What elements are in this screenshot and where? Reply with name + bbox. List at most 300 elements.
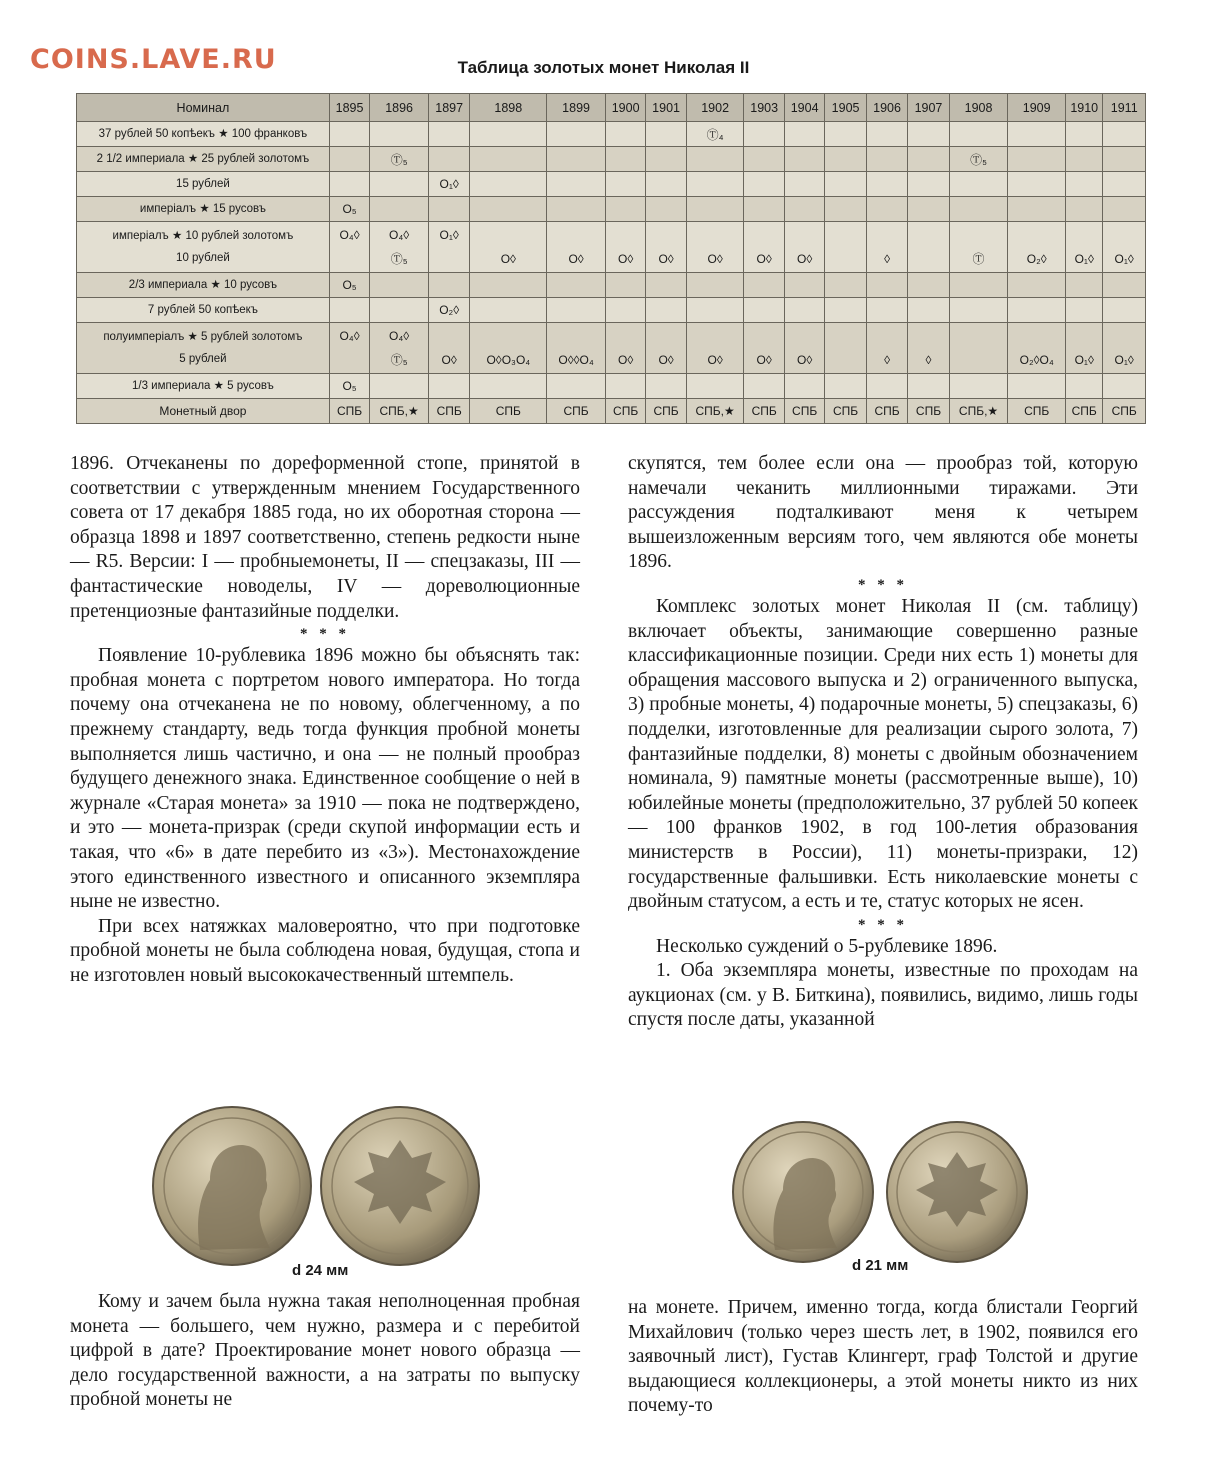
nominal-line: 15 рублей bbox=[176, 178, 230, 190]
coin-mark bbox=[869, 223, 905, 247]
mint-cell: СПБ bbox=[547, 399, 606, 424]
mint-cell: СПБ,★ bbox=[370, 399, 429, 424]
coin-marks-cell bbox=[547, 374, 606, 399]
coin-marks-cell bbox=[370, 298, 429, 323]
table-row bbox=[77, 172, 1146, 197]
coin-marks-cell bbox=[1008, 197, 1066, 222]
coin-marks-cell bbox=[784, 222, 824, 273]
coin-marks-cell bbox=[866, 172, 907, 197]
coin-mark: ◊ bbox=[884, 353, 890, 367]
coin-marks-cell: Ⓣ₅ bbox=[370, 147, 429, 172]
coin-mark bbox=[869, 324, 905, 348]
coin-mark: O₁◊ bbox=[1114, 252, 1134, 266]
coin-mark bbox=[1068, 324, 1100, 348]
coin-mark bbox=[689, 223, 742, 247]
coin-marks-cell bbox=[428, 222, 469, 273]
coin-mark: O◊ bbox=[707, 252, 723, 266]
coin-mark: O₁◊ bbox=[439, 228, 459, 242]
coin-marks-cell bbox=[825, 323, 866, 374]
coin-marks-cell: O₁◊ bbox=[428, 172, 469, 197]
coin-mark bbox=[910, 324, 946, 348]
coin-5-rubles-image bbox=[725, 1118, 1085, 1268]
coin-marks-cell bbox=[1008, 273, 1066, 298]
coin-marks-cell bbox=[547, 172, 606, 197]
mint-cell: СПБ bbox=[866, 399, 907, 424]
table-row bbox=[77, 323, 1146, 374]
coin-marks-cell bbox=[686, 222, 744, 273]
coin-mark: O◊ bbox=[797, 353, 813, 367]
coin-marks-cell bbox=[470, 374, 547, 399]
left-paragraph-2: Появление 10-рублевика 1896 можно бы объяснять так: пробная монета с портретом нового императора. Но тогда почему она отчеканена не по новому, облегченному, а по прежнему стандарту, ведь тогда функция пробной монеты выполняется лишь частично, и она — не полный прообраз будущего денежного знака. Единственное сообщение о ней в журнале «Старая монета» за 1910 — пока не подтверждено, и это — монета-призрак (среди скупой информации есть и такая, что «6» в дате перебито из «3»). Местонахождение этого единственного известного и описанного экземпляра ныне не известно. bbox=[70, 645, 580, 913]
coin-mark: O₄◊ bbox=[339, 329, 360, 343]
coin-marks-cell bbox=[744, 122, 784, 147]
coin-marks-cell: Ⓣ₄ bbox=[686, 122, 744, 147]
coin-marks-cell bbox=[949, 374, 1008, 399]
coin-marks-cell bbox=[784, 298, 824, 323]
left-column bbox=[70, 452, 580, 988]
right-paragraph-1: скупятся, тем более если она — прообраз той, которую намечали чеканить миллионными тиражами. Эти рассуждения подталкивают меня к четырем вышеизложенным версиям того, чем являются обе монеты 1896. bbox=[628, 453, 1138, 573]
coin-10-rubles-image bbox=[150, 1100, 510, 1270]
coin-marks-cell bbox=[686, 374, 744, 399]
coin-mark bbox=[332, 247, 367, 271]
site-watermark: COINS.LAVE.RU bbox=[30, 44, 277, 75]
coin-marks-cell bbox=[825, 273, 866, 298]
table-row bbox=[77, 222, 1146, 273]
coin-marks-cell bbox=[547, 222, 606, 273]
header-year: 1904 bbox=[784, 94, 824, 122]
coin-mark: O◊ bbox=[756, 353, 772, 367]
coin-mark bbox=[1010, 223, 1063, 247]
coin-marks-cell bbox=[646, 197, 686, 222]
coin-marks-cell bbox=[866, 323, 907, 374]
table-header-row bbox=[77, 94, 1146, 122]
coin-marks-cell bbox=[547, 197, 606, 222]
coin-mark bbox=[952, 223, 1006, 247]
mint-cell: СПБ,★ bbox=[949, 399, 1008, 424]
coin-marks-cell bbox=[686, 323, 744, 374]
nominal-line: имперіалъ ★ 10 рублей золотомъ bbox=[112, 230, 294, 242]
mint-cell: СПБ bbox=[1008, 399, 1066, 424]
coin-mark bbox=[431, 247, 467, 271]
coin-marks-cell bbox=[866, 273, 907, 298]
coin-marks-cell bbox=[949, 298, 1008, 323]
coin-mark: O◊ bbox=[756, 252, 772, 266]
mint-label: Монетный двор bbox=[77, 399, 330, 424]
coin-10-rubles-caption: d 24 мм bbox=[292, 1262, 349, 1279]
coin-marks-cell bbox=[370, 172, 429, 197]
coin-mark: O₁◊ bbox=[1114, 353, 1134, 367]
coin-mark: O◊ bbox=[658, 353, 674, 367]
coin-marks-cell bbox=[744, 197, 784, 222]
coin-marks-cell bbox=[825, 374, 866, 399]
coin-marks-cell bbox=[784, 273, 824, 298]
table-row bbox=[77, 197, 1146, 222]
row-nominal bbox=[77, 323, 330, 374]
header-year: 1901 bbox=[646, 94, 686, 122]
coin-marks-cell bbox=[1008, 147, 1066, 172]
mint-cell: СПБ bbox=[825, 399, 866, 424]
coin-mark bbox=[910, 247, 946, 271]
coin-marks-cell bbox=[686, 172, 744, 197]
table-title: Таблица золотых монет Николая II bbox=[457, 58, 750, 77]
coin-marks-cell bbox=[605, 147, 645, 172]
coin-marks-cell bbox=[1066, 122, 1103, 147]
coin-marks-cell bbox=[547, 298, 606, 323]
coin-marks-cell bbox=[1008, 298, 1066, 323]
coin-mark: O◊ bbox=[568, 252, 584, 266]
coin-marks-cell bbox=[784, 147, 824, 172]
coin-marks-cell bbox=[646, 273, 686, 298]
coin-mark bbox=[431, 324, 467, 348]
coin-mark: O₄◊ bbox=[339, 228, 360, 242]
nominal-line: 2/3 империала ★ 10 русовъ bbox=[128, 279, 278, 291]
coin-marks-cell bbox=[1103, 374, 1146, 399]
coin-marks-cell bbox=[1008, 323, 1066, 374]
coin-mark: ◊ bbox=[884, 252, 890, 266]
header-year: 1910 bbox=[1066, 94, 1103, 122]
coin-marks-cell bbox=[329, 172, 369, 197]
header-year: 1907 bbox=[908, 94, 949, 122]
coin-marks-cell bbox=[784, 122, 824, 147]
coin-marks-cell bbox=[949, 323, 1008, 374]
nominal-line: 10 рублей bbox=[176, 252, 230, 264]
header-year: 1902 bbox=[686, 94, 744, 122]
right-column-bottom bbox=[628, 1296, 1138, 1419]
coin-marks-cell bbox=[825, 172, 866, 197]
coin-marks-cell bbox=[1103, 273, 1146, 298]
coin-mark bbox=[1105, 324, 1143, 348]
coin-mark bbox=[787, 223, 822, 247]
coin-marks-cell bbox=[866, 197, 907, 222]
header-year: 1898 bbox=[470, 94, 547, 122]
left-paragraph-3: При всех натяжках маловероятно, что при подготовке пробной монеты не была соблюдена новая, будущая, стопа и не изготовлен новый высококачественный штемпель. bbox=[70, 915, 580, 986]
section-divider: * * * bbox=[300, 626, 350, 643]
coin-marks-cell bbox=[949, 122, 1008, 147]
coin-marks-cell bbox=[1103, 298, 1146, 323]
coin-marks-cell bbox=[784, 323, 824, 374]
coin-marks-cell bbox=[908, 197, 949, 222]
coin-mark: O₁◊ bbox=[1074, 252, 1094, 266]
header-year: 1909 bbox=[1008, 94, 1066, 122]
coin-marks-cell: O₅ bbox=[329, 374, 369, 399]
coin-mark: O◊ bbox=[797, 252, 813, 266]
coin-10-rubles-figure bbox=[150, 1100, 510, 1280]
coin-mark bbox=[472, 223, 544, 247]
row-nominal bbox=[77, 273, 330, 298]
coin-mark bbox=[1105, 223, 1143, 247]
coin-mark bbox=[827, 223, 863, 247]
coin-mark bbox=[787, 324, 822, 348]
coin-mark bbox=[910, 223, 946, 247]
mint-cell: СПБ bbox=[646, 399, 686, 424]
coin-marks-cell bbox=[1103, 323, 1146, 374]
coin-marks-cell bbox=[428, 197, 469, 222]
coin-table bbox=[76, 93, 1146, 424]
header-year: 1903 bbox=[744, 94, 784, 122]
coin-marks-cell bbox=[744, 298, 784, 323]
coin-marks-cell bbox=[605, 323, 645, 374]
coin-mark bbox=[827, 324, 863, 348]
coin-marks-cell bbox=[605, 298, 645, 323]
coin-marks-cell bbox=[866, 298, 907, 323]
coin-mark bbox=[1068, 223, 1100, 247]
row-nominal bbox=[77, 172, 330, 197]
coin-mark bbox=[549, 223, 603, 247]
coin-marks-cell: O₂◊ bbox=[428, 298, 469, 323]
coin-marks-cell: O₅ bbox=[329, 197, 369, 222]
coin-marks-cell bbox=[825, 222, 866, 273]
mint-cell: СПБ bbox=[605, 399, 645, 424]
coin-5-rubles-caption: d 21 мм bbox=[852, 1257, 909, 1274]
coin-marks-cell bbox=[1066, 374, 1103, 399]
header-year: 1897 bbox=[428, 94, 469, 122]
coin-mark bbox=[472, 324, 544, 348]
coin-marks-cell bbox=[784, 172, 824, 197]
coin-marks-cell bbox=[646, 172, 686, 197]
coin-marks-cell bbox=[908, 374, 949, 399]
right-column bbox=[628, 452, 1138, 1033]
coin-marks-cell bbox=[470, 323, 547, 374]
coin-marks-cell bbox=[329, 323, 369, 374]
coin-mark: Ⓣ bbox=[972, 252, 985, 266]
left-column-bottom bbox=[70, 1290, 580, 1413]
mint-cell: СПБ bbox=[428, 399, 469, 424]
mint-cell: СПБ bbox=[470, 399, 547, 424]
coin-marks-cell bbox=[825, 298, 866, 323]
coin-marks-cell bbox=[1066, 147, 1103, 172]
coin-marks-cell bbox=[1103, 147, 1146, 172]
nominal-line: 1/3 империала ★ 5 русовъ bbox=[132, 380, 274, 392]
coin-marks-cell bbox=[370, 323, 429, 374]
coin-marks-cell bbox=[908, 222, 949, 273]
table-row bbox=[77, 374, 1146, 399]
coin-marks-cell bbox=[329, 147, 369, 172]
coin-marks-cell bbox=[744, 222, 784, 273]
coin-mark: O₂◊O₄ bbox=[1019, 353, 1054, 367]
header-year: 1895 bbox=[329, 94, 369, 122]
coin-marks-cell bbox=[784, 197, 824, 222]
row-nominal bbox=[77, 122, 330, 147]
coin-marks-cell bbox=[1103, 197, 1146, 222]
header-year: 1905 bbox=[825, 94, 866, 122]
coin-marks-cell bbox=[825, 147, 866, 172]
header-nominal: Номинал bbox=[77, 94, 330, 122]
coin-mark: ◊ bbox=[925, 353, 932, 367]
coin-marks-cell bbox=[908, 147, 949, 172]
coin-marks-cell bbox=[949, 172, 1008, 197]
coin-marks-cell bbox=[1066, 197, 1103, 222]
coin-marks-cell bbox=[470, 222, 547, 273]
coin-mark: Ⓣ₅ bbox=[390, 353, 408, 367]
header-year: 1899 bbox=[547, 94, 606, 122]
coin-marks-cell bbox=[1008, 222, 1066, 273]
table-row bbox=[77, 147, 1146, 172]
coin-mark: O◊ bbox=[618, 252, 634, 266]
left-paragraph-4: Кому и зачем была нужна такая неполноценная пробная монета — большего, чем нужно, размера и с перебитой цифрой в дате? Проектирование монет нового образца — дело государственной важности, а на затраты по выпуску пробной монеты не bbox=[70, 1291, 580, 1411]
mint-row bbox=[77, 399, 1146, 424]
coin-marks-cell bbox=[646, 323, 686, 374]
row-nominal bbox=[77, 197, 330, 222]
coin-mark bbox=[648, 324, 683, 348]
coin-marks-cell bbox=[744, 273, 784, 298]
coin-marks-cell bbox=[547, 273, 606, 298]
coin-marks-cell bbox=[646, 222, 686, 273]
coin-marks-cell bbox=[1066, 222, 1103, 273]
coin-marks-cell bbox=[470, 298, 547, 323]
coin-marks-cell: O₅ bbox=[329, 273, 369, 298]
nominal-line: 5 рублей bbox=[179, 353, 227, 365]
coin-marks-cell bbox=[428, 122, 469, 147]
coin-marks-cell bbox=[744, 172, 784, 197]
right-paragraph-5: на монете. Причем, именно тогда, когда блистали Георгий Михайлович (только через шесть лет, в 1902, появился его заявочный лист), Густав Клингерт, граф Толстой и другие выдающиеся коллекционеры, а этой монеты никто из них почему-то bbox=[628, 1297, 1138, 1417]
coin-marks-cell bbox=[470, 273, 547, 298]
coin-mark: O₄◊ bbox=[389, 329, 410, 343]
header-year: 1911 bbox=[1103, 94, 1146, 122]
coin-marks-cell bbox=[470, 147, 547, 172]
section-divider: * * * bbox=[858, 916, 908, 933]
coin-marks-cell bbox=[1103, 122, 1146, 147]
coin-marks-cell bbox=[825, 197, 866, 222]
coin-mark: O◊ bbox=[441, 353, 457, 367]
coin-marks-cell bbox=[605, 222, 645, 273]
coin-marks-cell bbox=[329, 222, 369, 273]
coin-mark: Ⓣ₅ bbox=[390, 252, 408, 266]
coin-marks-cell bbox=[605, 197, 645, 222]
nominal-line: полуимперіалъ ★ 5 рублей золотомъ bbox=[103, 331, 303, 343]
coin-mark: O₄◊ bbox=[389, 228, 410, 242]
coin-marks-cell bbox=[428, 374, 469, 399]
coin-5-rubles-figure bbox=[725, 1118, 1085, 1288]
coin-marks-cell bbox=[646, 122, 686, 147]
left-paragraph-1: 1896. Отчеканены по дореформенной стопе, принятой в соответствии с утвержденным мнением Государственного совета от 17 декабря 1885 года, но их оборотная сторона — образца 1898 и 1897 соответственно, степень редкости ныне — R5. Версии: I — пробныемонеты, II — спецзаказы, III — фантастические новоделы, IV — дореволюционные претенциозные фантазийные подделки. bbox=[70, 453, 580, 622]
coin-marks-cell bbox=[744, 323, 784, 374]
coin-mark bbox=[827, 348, 863, 372]
coin-marks-cell bbox=[825, 122, 866, 147]
coin-marks-cell: Ⓣ₅ bbox=[949, 147, 1008, 172]
coin-marks-cell bbox=[370, 122, 429, 147]
table-row bbox=[77, 298, 1146, 323]
coin-marks-cell bbox=[646, 298, 686, 323]
coin-marks-cell bbox=[605, 273, 645, 298]
coin-marks-cell bbox=[547, 147, 606, 172]
coin-marks-cell bbox=[949, 273, 1008, 298]
mint-cell: СПБ bbox=[908, 399, 949, 424]
coin-marks-cell bbox=[1103, 222, 1146, 273]
coin-marks-cell bbox=[1008, 374, 1066, 399]
coin-marks-cell bbox=[1066, 273, 1103, 298]
coin-marks-cell bbox=[370, 222, 429, 273]
coin-marks-cell bbox=[949, 197, 1008, 222]
header-year: 1900 bbox=[605, 94, 645, 122]
coin-marks-cell bbox=[1066, 172, 1103, 197]
nominal-line: 37 рублей 50 копѣекъ ★ 100 франковъ bbox=[98, 128, 308, 140]
mint-cell: СПБ bbox=[784, 399, 824, 424]
section-divider: * * * bbox=[858, 576, 908, 593]
coin-marks-cell bbox=[428, 273, 469, 298]
coin-mark: O◊O₃O₄ bbox=[486, 353, 531, 367]
coin-marks-cell bbox=[908, 273, 949, 298]
coin-marks-cell bbox=[784, 374, 824, 399]
coin-marks-cell bbox=[686, 147, 744, 172]
row-nominal bbox=[77, 374, 330, 399]
coin-marks-cell bbox=[1066, 298, 1103, 323]
coin-mark: O◊ bbox=[707, 353, 723, 367]
nominal-line: 7 рублей 50 копѣекъ bbox=[147, 304, 258, 316]
coin-mark bbox=[689, 324, 742, 348]
coin-mark bbox=[952, 348, 1006, 372]
coin-mark bbox=[1010, 324, 1063, 348]
coin-mark: O◊◊O₄ bbox=[558, 353, 594, 367]
coin-mark bbox=[608, 223, 643, 247]
coin-marks-cell bbox=[646, 147, 686, 172]
coin-marks-cell bbox=[908, 122, 949, 147]
header-year: 1908 bbox=[949, 94, 1008, 122]
right-paragraph-3: Несколько суждений о 5-рублевике 1896. bbox=[656, 935, 998, 957]
coin-marks-cell bbox=[1008, 172, 1066, 197]
coin-marks-cell bbox=[1066, 323, 1103, 374]
coin-marks-cell bbox=[329, 298, 369, 323]
coin-marks-cell bbox=[908, 172, 949, 197]
coin-marks-cell bbox=[866, 374, 907, 399]
row-nominal bbox=[77, 298, 330, 323]
coin-mark: O◊ bbox=[500, 252, 516, 266]
nominal-line: имперіалъ ★ 15 русовъ bbox=[139, 203, 266, 215]
coin-mark bbox=[608, 324, 643, 348]
coin-marks-cell bbox=[1008, 122, 1066, 147]
coin-marks-cell bbox=[428, 147, 469, 172]
coin-mark bbox=[827, 247, 863, 271]
nominal-line: 2 1/2 империала ★ 25 рублей золотомъ bbox=[96, 153, 310, 165]
coin-marks-cell bbox=[949, 222, 1008, 273]
coin-marks-cell bbox=[866, 147, 907, 172]
table-row bbox=[77, 273, 1146, 298]
coin-marks-cell bbox=[744, 147, 784, 172]
coin-mark bbox=[648, 223, 683, 247]
coin-marks-cell bbox=[547, 323, 606, 374]
coin-marks-cell bbox=[470, 122, 547, 147]
coin-mark: O◊ bbox=[618, 353, 634, 367]
coin-marks-cell bbox=[370, 273, 429, 298]
header-year: 1906 bbox=[866, 94, 907, 122]
coin-marks-cell bbox=[329, 122, 369, 147]
coin-marks-cell bbox=[370, 374, 429, 399]
coin-marks-cell bbox=[908, 323, 949, 374]
coin-marks-cell bbox=[866, 122, 907, 147]
coin-mark: O₂◊ bbox=[1026, 252, 1047, 266]
coin-mark bbox=[746, 324, 781, 348]
coin-marks-cell bbox=[686, 298, 744, 323]
coin-marks-cell bbox=[1103, 172, 1146, 197]
coin-mark bbox=[332, 348, 367, 372]
mint-cell: СПБ bbox=[329, 399, 369, 424]
coin-marks-cell bbox=[866, 222, 907, 273]
coin-mark bbox=[549, 324, 603, 348]
coin-mark bbox=[746, 223, 781, 247]
coin-mark bbox=[952, 324, 1006, 348]
coin-marks-cell bbox=[605, 374, 645, 399]
coin-marks-cell bbox=[547, 122, 606, 147]
coin-marks-cell bbox=[470, 197, 547, 222]
coin-marks-cell bbox=[686, 197, 744, 222]
coin-marks-cell bbox=[605, 122, 645, 147]
coin-marks-cell bbox=[744, 374, 784, 399]
coin-marks-cell bbox=[908, 298, 949, 323]
mint-cell: СПБ bbox=[1103, 399, 1146, 424]
coin-marks-cell bbox=[686, 273, 744, 298]
right-paragraph-4: 1. Оба экземпляра монеты, известные по проходам на аукционах (см. у В. Биткина), появились, видимо, лишь годы спустя после даты, указанной bbox=[628, 960, 1138, 1031]
mint-cell: СПБ bbox=[744, 399, 784, 424]
coin-marks-cell bbox=[470, 172, 547, 197]
